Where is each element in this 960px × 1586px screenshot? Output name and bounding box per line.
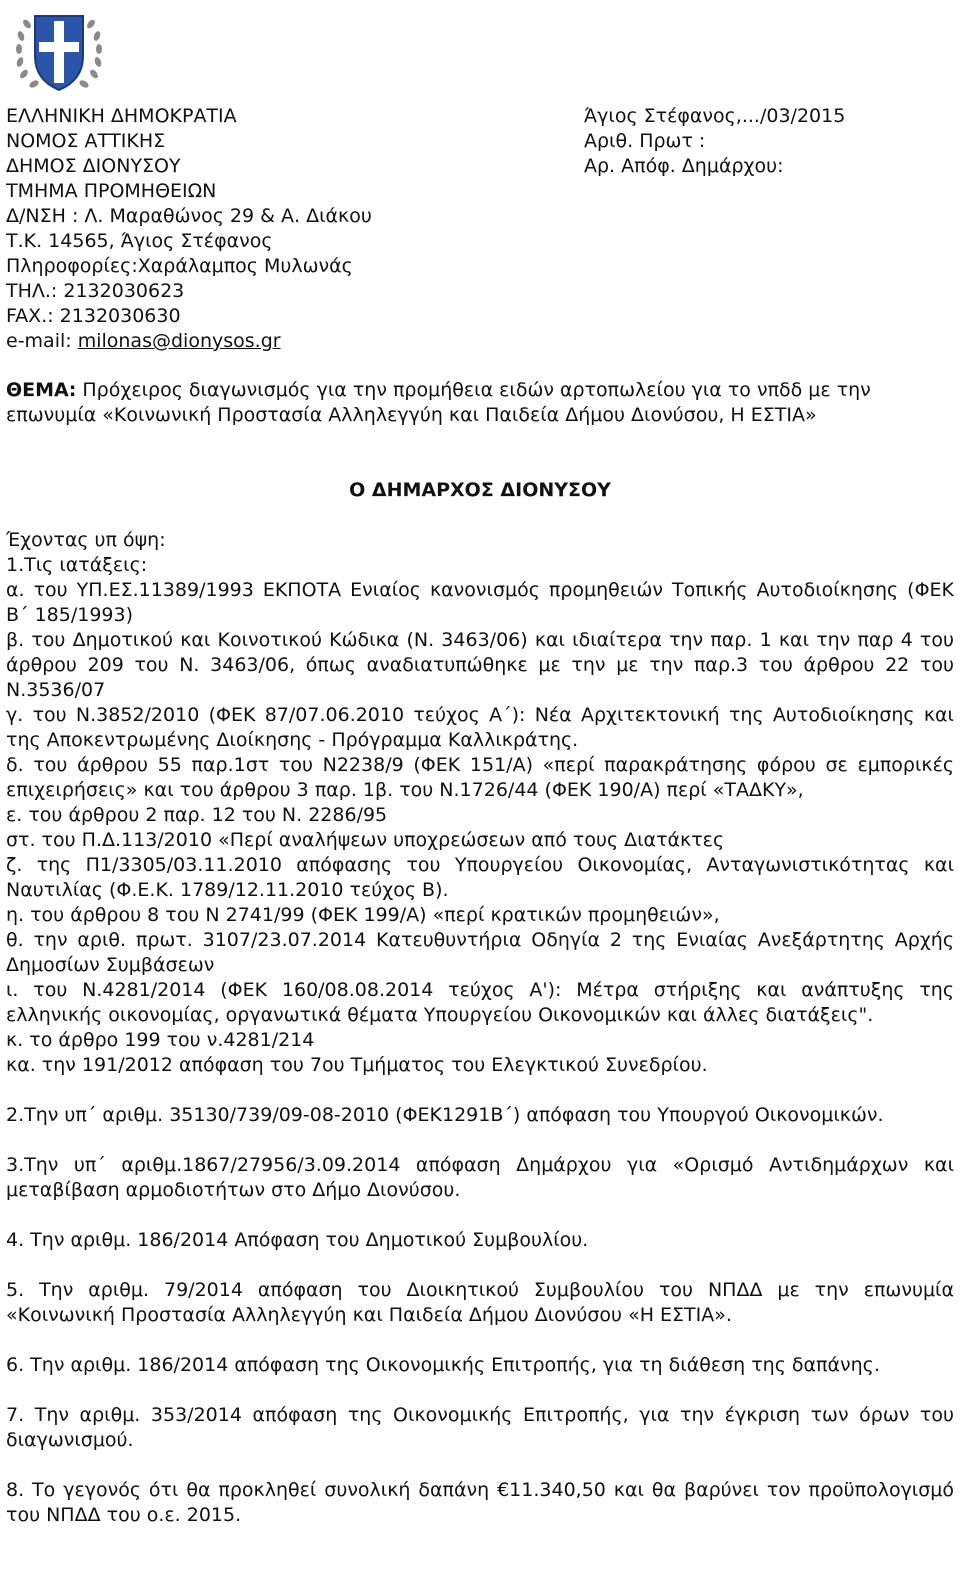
subject-paragraph <box>6 378 954 428</box>
list-item: 5. Την αριθμ. 79/2014 απόφαση του Διοικητικού Συμβουλίου του ΝΠΔΔ με την επωνυμία «Κοινωνική Προστασία Αλληλεγγύη και Παιδεία Δήμου Διονύσου «Η ΕΣΤΙΑ». <box>6 1279 954 1326</box>
header-left-line: ΕΛΛΗΝΙΚΗ ΔΗΜΟΚΡΑΤΙΑ <box>6 105 237 127</box>
list-item: α. του ΥΠ.ΕΣ.11389/1993 ΕΚΠΟΤΑ Ενιαίος κανονισμός προμηθειών Τοπικής Αυτοδιοίκησης (ΦΕΚ Β΄ 185/1993) <box>6 579 954 626</box>
paragraph-gap <box>6 1378 954 1403</box>
sender-block <box>6 104 566 354</box>
header-left-line: ΤΗΛ.: 2132030623 <box>6 280 185 302</box>
header-left-line: Δ/ΝΣΗ : Λ. Μαραθώνος 29 & Α. Διάκου <box>6 205 372 227</box>
list-item: 4. Την αριθμ. 186/2014 Απόφαση του Δημοτικού Συμβουλίου. <box>6 1229 589 1251</box>
paragraph-gap <box>6 1128 954 1153</box>
list-item: γ. του Ν.3852/2010 (ΦΕΚ 87/07.06.2010 τεύχος Α΄): Νέα Αρχιτεκτονική της Αυτοδιοίκησης και της Αποκεντρωμένης Διοίκησης - Πρόγραμμα Καλλικράτης. <box>6 704 954 751</box>
list-item: β. του Δημοτικού και Κοινοτικού Κώδικα (Ν. 3463/06) και ιδιαίτερα την παρ. 1 και την παρ 4 του άρθρου 209 του Ν. 3463/06, όπως αναδιατυπώθηκε με την με την παρ.3 του άρθρου 22 του Ν.3536/07 <box>6 629 954 701</box>
date-line: Άγιος Στέφανος,.../03/2015 <box>584 105 846 127</box>
list-item: 6. Την αριθμ. 186/2014 απόφαση της Οικονομικής Επιτροπής, για τη διάθεση της δαπάνης. <box>6 1354 880 1376</box>
list-item: 7. Την αριθμ. 353/2014 απόφαση της Οικονομικής Επιτροπής, για την έγκριση των όρων του διαγωνισμού. <box>6 1404 954 1451</box>
header-left-line: ΝΟΜΟΣ ΑΤΤΙΚΗΣ <box>6 130 166 152</box>
email-link[interactable]: milonas@dionysos.gr <box>77 330 281 352</box>
list-item: ζ. της Π1/3305/03.11.2010 απόφασης του Υπουργείου Οικονομίας, Ανταγωνιστικότητας και Ναυτιλίας (Φ.Ε.Κ. 1789/12.11.2010 τεύχος Β). <box>6 854 954 901</box>
list-item: 8. Το γεγονός ότι θα προκληθεί συνολική δαπάνη €11.340,50 και θα βαρύνει τον προϋπολογισμό του ΝΠΔΔ του ο.ε. 2015. <box>6 1479 954 1526</box>
mayor-title: Ο ΔΗΜΑΡΧΟΣ ΔΙΟΝΥΣΟΥ <box>349 479 611 501</box>
document-body <box>6 528 954 1528</box>
paragraph-gap <box>6 1078 954 1103</box>
list-item: ι. του Ν.4281/2014 (ΦΕΚ 160/08.08.2014 τεύχος Α'): Μέτρα στήριξης και ανάπτυξης της ελληνικής οικονομίας, οργανωτικά θέματα Υπουργείου Οικονομικών και άλλες διατάξεις". <box>6 979 954 1026</box>
list-item: κα. την 191/2012 απόφαση του 7ου Τμήματος του Ελεγκτικού Συνεδρίου. <box>6 1054 708 1076</box>
list-item: η. του άρθρου 8 του Ν 2741/99 (ΦΕΚ 199/Α) «περί κρατικών προμηθειών», <box>6 904 720 926</box>
header-left-line: Τ.Κ. 14565, Άγιος Στέφανος <box>6 230 273 252</box>
paragraph-gap <box>6 1203 954 1228</box>
list-item: 1.Τις ιατάξεις: <box>6 554 148 576</box>
intro-line: Έχοντας υπ όψη: <box>6 529 166 551</box>
header-left-line: ΤΜΗΜΑ ΠΡΟΜΗΘΕΙΩΝ <box>6 180 217 202</box>
list-item: δ. του άρθρου 55 παρ.1στ του Ν2238/9 (ΦΕΚ 151/Α) «περί παρακράτησης φόρου σε εμπορικές επιχειρήσεις» και του άρθρου 3 παρ. 1β. του Ν.1726/44 (ΦΕΚ 190/Α) περί «ΤΑΔΚΥ», <box>6 754 954 801</box>
list-item: 3.Την υπ΄ αριθμ.1867/27956/3.09.2014 απόφαση Δημάρχου για «Ορισμό Αντιδημάρχων και μεταβίβαση αρμοδιοτήτων στο Δήμο Διονύσου. <box>6 1154 954 1201</box>
header-left-line: Πληροφορίες:Χαράλαμπος Μυλωνάς <box>6 255 353 277</box>
list-item: στ. του Π.Δ.113/2010 «Περί αναλήψεων υποχρεώσεων από τους Διατάκτες <box>6 829 725 851</box>
greek-coat-of-arms-icon <box>10 4 108 96</box>
header-left-line: ΔΗΜΟΣ ΔΙΟΝΥΣΟΥ <box>6 155 181 177</box>
subject-text: Πρόχειρος διαγωνισμός για την προμήθεια ειδών αρτοπωλείου για το νπδδ με την επωνυμία «Κοινωνική Προστασία Αλληλεγγύη και Παιδεία Δήμου Διονύσου, Η ΕΣΤΙΑ» <box>6 379 871 426</box>
decision-number-line: Αρ. Απόφ. Δημάρχου: <box>584 155 784 177</box>
list-item: ε. του άρθρου 2 παρ. 12 του Ν. 2286/95 <box>6 804 388 826</box>
paragraph-gap <box>6 1453 954 1478</box>
list-item: θ. την αριθ. πρωτ. 3107/23.07.2014 Κατευθυντήρια Οδηγία 2 της Ενιαίας Ανεξάρτητης Αρχής Δημοσίων Συμβάσεων <box>6 929 954 976</box>
reference-block <box>584 104 954 179</box>
email-label: e-mail: <box>6 330 78 352</box>
paragraph-gap <box>6 1253 954 1278</box>
list-item: κ. το άρθρο 199 του ν.4281/214 <box>6 1029 315 1051</box>
header-left-line: FAX.: 2132030630 <box>6 305 181 327</box>
protocol-number-line: Αριθ. Πρωτ : <box>584 130 706 152</box>
list-item: 2.Την υπ΄ αριθμ. 35130/739/09-08-2010 (ΦΕΚ1291Β΄) απόφαση του Υπουργού Οικονομικών. <box>6 1104 884 1126</box>
email-line <box>6 329 566 354</box>
paragraph-gap <box>6 1328 954 1353</box>
subject-label: ΘΕΜΑ: <box>6 379 77 401</box>
